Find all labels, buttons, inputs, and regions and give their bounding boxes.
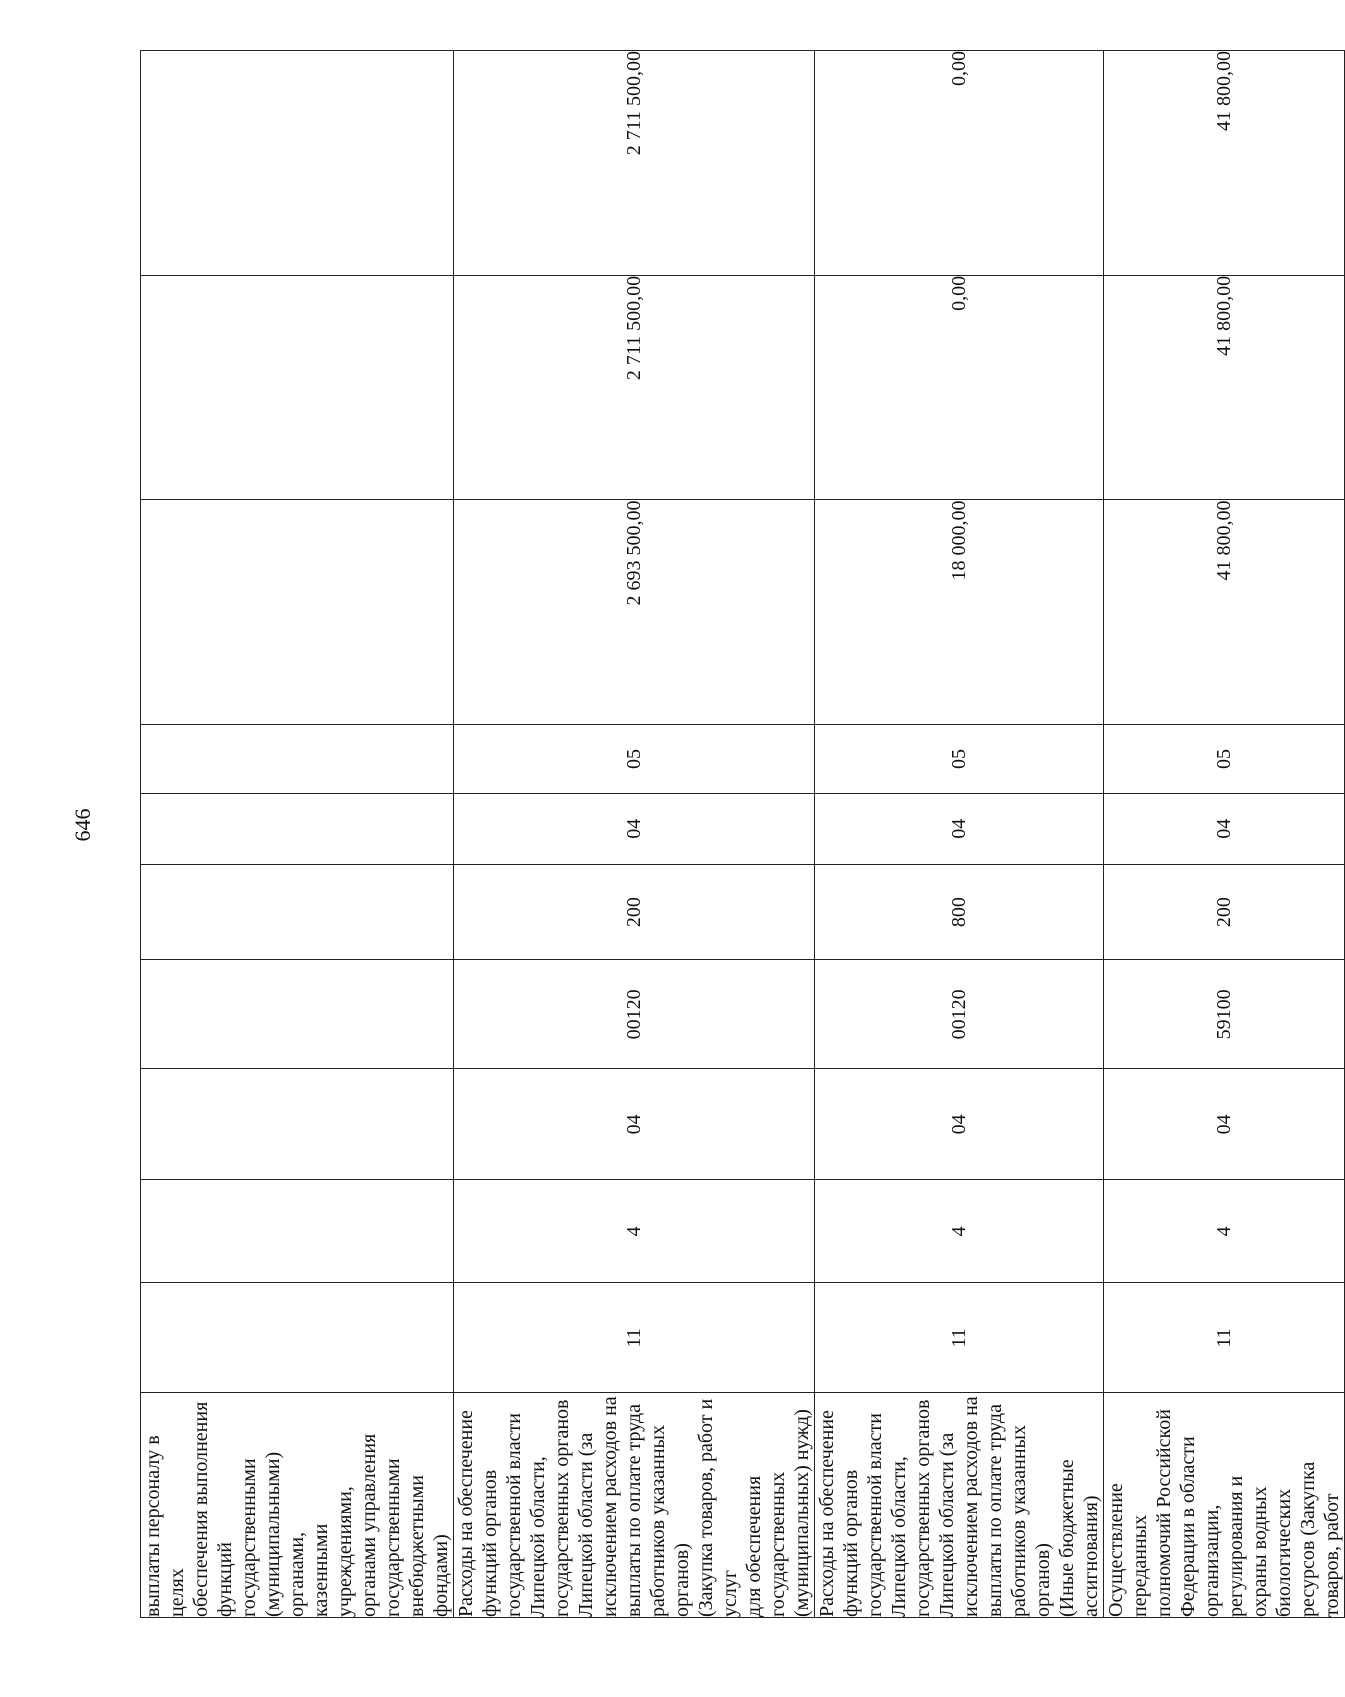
code-cell: 05 — [1104, 725, 1345, 794]
row-description: Расходы на обеспечение функций органов государственной власти Липецкой области, государственных органов Липецкой области (за исключением расходов на выплаты по оплате труда работников указанных органов) (Закупка товаров, работ и услуг для обеспечения государственных (муниципальных) нужд) — [454, 1393, 815, 1618]
code-cell: 11 — [454, 1283, 815, 1393]
table-row — [141, 51, 454, 1618]
amount-cell: 0,00 — [815, 51, 1104, 276]
row-description: Расходы на обеспечение функций органов государственной власти Липецкой области, государственных органов Липецкой области (за исключением расходов на выплаты по оплате труда работников указанных органов) (Иные бюджетные ассигнования) — [815, 1393, 1104, 1618]
code-cell: 05 — [815, 725, 1104, 794]
amount-cell: 2 693 500,00 — [454, 500, 815, 725]
table-row — [454, 51, 815, 1618]
amount-cell — [141, 51, 454, 276]
code-cell: 04 — [1104, 1069, 1345, 1180]
code-cell — [141, 864, 454, 960]
amount-cell: 41 800,00 — [1104, 500, 1345, 725]
table-row — [1104, 51, 1345, 1618]
amount-cell — [141, 500, 454, 725]
amount-cell: 2 711 500,00 — [454, 275, 815, 500]
table-row — [815, 51, 1104, 1618]
code-cell: 59100 — [1104, 960, 1345, 1069]
code-cell: 4 — [454, 1180, 815, 1283]
code-cell: 05 — [454, 725, 815, 794]
code-cell: 200 — [1104, 864, 1345, 960]
amount-cell — [141, 275, 454, 500]
code-cell: 04 — [454, 1069, 815, 1180]
code-cell: 200 — [454, 864, 815, 960]
code-cell: 04 — [1104, 793, 1345, 864]
code-cell: 11 — [1104, 1283, 1345, 1393]
code-cell — [141, 1069, 454, 1180]
row-description: Осуществление переданных полномочий Российской Федерации в области организации, регулирования и охраны водных биологических ресурсов (Закупка товаров, работ — [1104, 1393, 1345, 1618]
code-cell — [141, 1283, 454, 1393]
budget-table-wrapper — [140, 50, 1343, 1618]
amount-cell: 2 711 500,00 — [454, 51, 815, 276]
amount-cell: 0,00 — [815, 275, 1104, 500]
page-number: 646 — [70, 808, 95, 842]
amount-cell: 18 000,00 — [815, 500, 1104, 725]
code-cell: 00120 — [815, 960, 1104, 1069]
code-cell: 11 — [815, 1283, 1104, 1393]
code-cell: 04 — [454, 793, 815, 864]
amount-cell: 41 800,00 — [1104, 275, 1345, 500]
code-cell: 04 — [815, 793, 1104, 864]
code-cell — [141, 725, 454, 794]
code-cell — [141, 793, 454, 864]
code-cell: 4 — [815, 1180, 1104, 1283]
code-cell: 800 — [815, 864, 1104, 960]
code-cell: 4 — [1104, 1180, 1345, 1283]
code-cell — [141, 1180, 454, 1283]
amount-cell: 41 800,00 — [1104, 51, 1345, 276]
code-cell: 04 — [815, 1069, 1104, 1180]
code-cell: 00120 — [454, 960, 815, 1069]
budget-table — [140, 50, 1345, 1618]
row-description: выплаты персоналу в целях обеспечения выполнения функций государственными (муниципальными) органами, казенными учреждениями, органами управления государственными внебюджетными фондами) — [141, 1393, 454, 1618]
code-cell — [141, 960, 454, 1069]
